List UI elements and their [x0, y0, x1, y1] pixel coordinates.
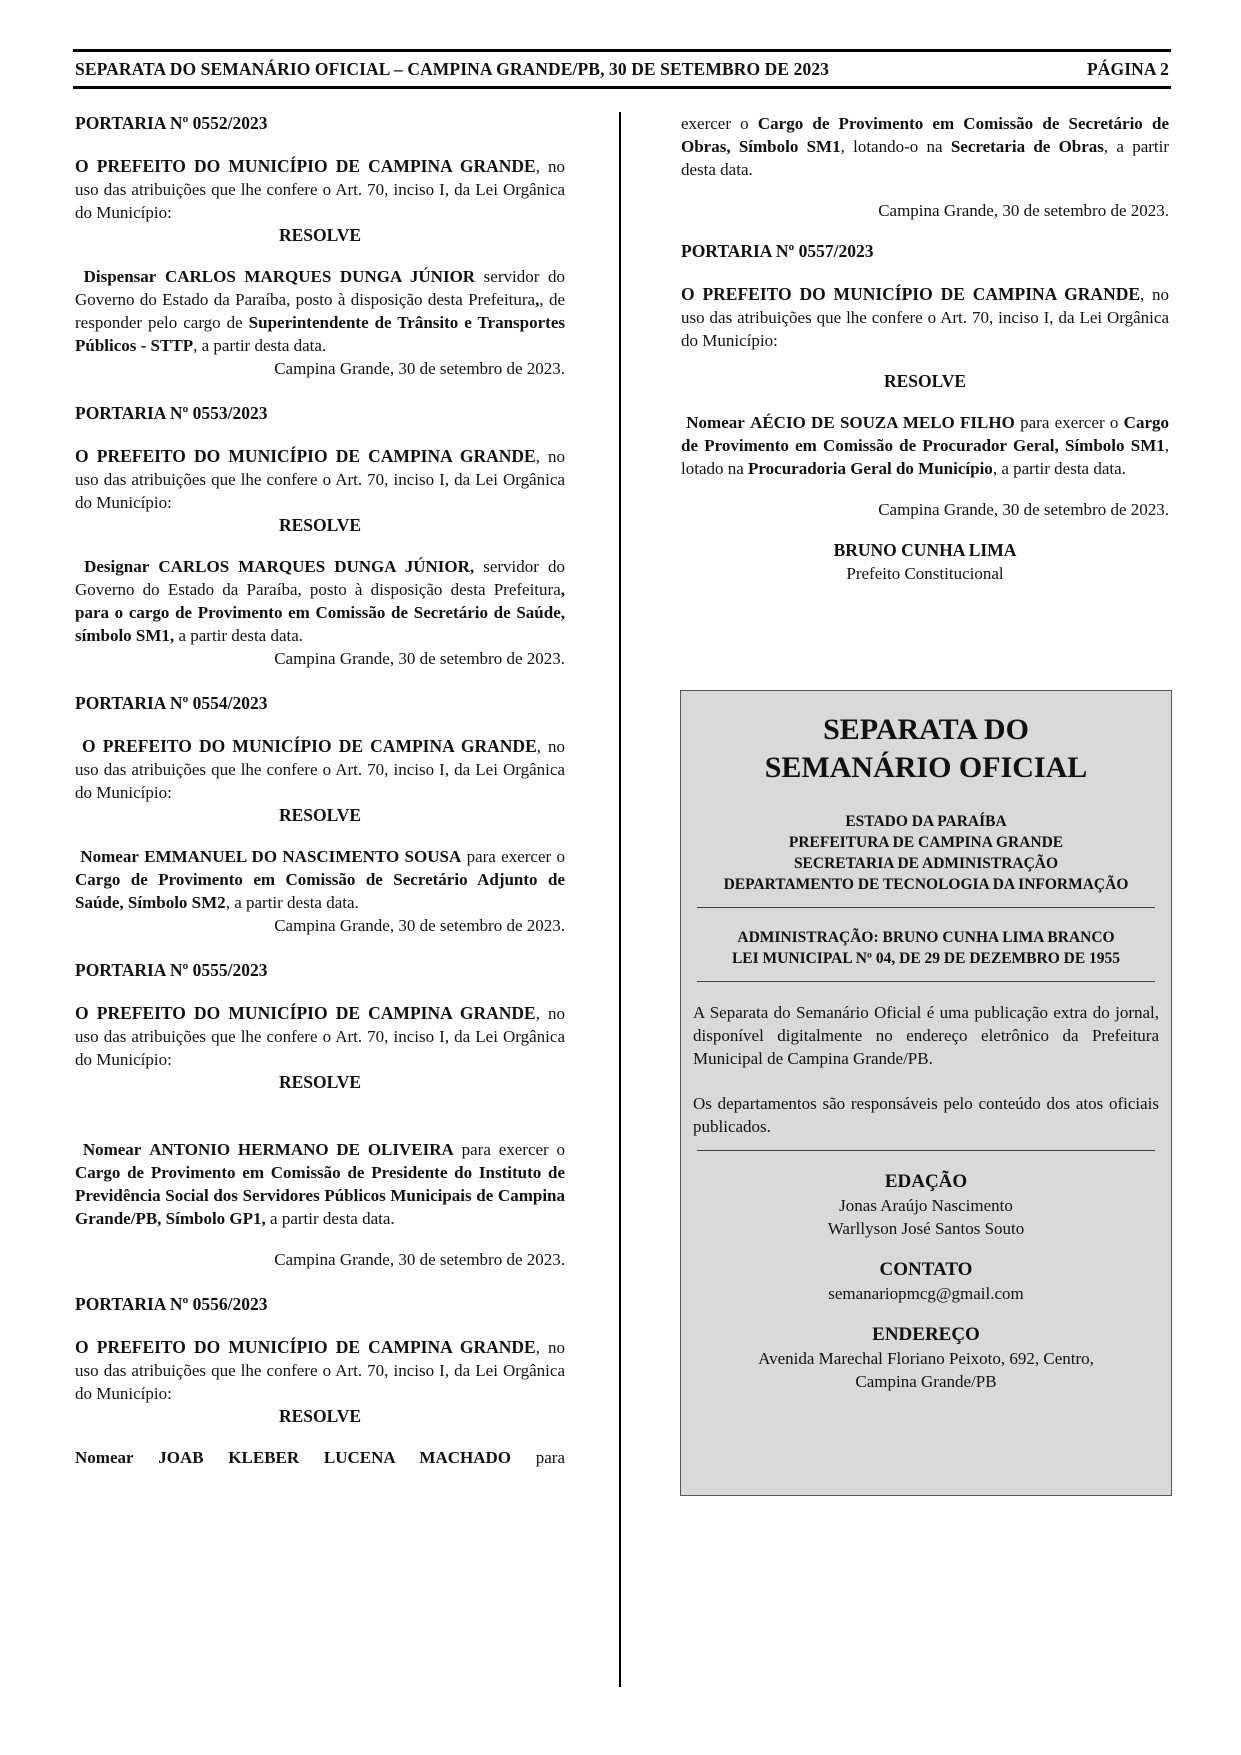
- edition-heading: EDAÇÃO: [884, 1171, 968, 1192]
- portaria-title: PORTARIA Nº 0555/2023: [75, 960, 268, 980]
- law-line: LEI MUNICIPAL Nº 04, DE 29 DE DEZEMBRO DE 1955: [731, 950, 1121, 967]
- page-header: [73, 49, 1171, 89]
- portaria-date: Campina Grande, 30 de setembro de 2023.: [878, 201, 1169, 220]
- editor-name: Warllyson José Santos Souto: [827, 1219, 1025, 1238]
- portaria-preamble: O PREFEITO DO MUNICÍPIO DE CAMPINA GRANDE, no uso das atribuições que lhe confere o Art. 70, inciso I, da Lei Orgânica do Município:: [75, 1003, 565, 1069]
- portaria-title: PORTARIA Nº 0554/2023: [75, 693, 268, 713]
- resolve-heading: RESOLVE: [278, 1072, 362, 1092]
- signer-role: Prefeito Constitucional: [846, 564, 1004, 583]
- resolve-heading: RESOLVE: [883, 371, 967, 391]
- portaria-body: Designar CARLOS MARQUES DUNGA JÚNIOR, servidor do Governo do Estado da Paraíba, posto à disposição desta Prefeitura, para o cargo de Provimento em Comissão de Secretário de Saúde, símbolo SM1, a partir desta data.: [75, 557, 565, 645]
- publication-info-box: [680, 690, 1172, 1496]
- org-line: SECRETARIA DE ADMINISTRAÇÃO: [793, 855, 1059, 872]
- portaria-0552: [75, 112, 565, 380]
- portaria-body: Nomear EMMANUEL DO NASCIMENTO SOUSA para exercer o Cargo de Provimento em Comissão de Secretário Adjunto de Saúde, Símbolo SM2, a partir desta data.: [75, 847, 565, 912]
- divider: [697, 1150, 1155, 1152]
- resolve-heading: RESOLVE: [278, 805, 362, 825]
- resolve-heading: RESOLVE: [278, 225, 362, 245]
- divider: [697, 907, 1155, 909]
- org-line: DEPARTAMENTO DE TECNOLOGIA DA INFORMAÇÃO: [723, 876, 1129, 893]
- portaria-date: Campina Grande, 30 de setembro de 2023.: [274, 1250, 565, 1269]
- portaria-title: PORTARIA Nº 0552/2023: [75, 113, 268, 133]
- portaria-preamble: O PREFEITO DO MUNICÍPIO DE CAMPINA GRANDE, no uso das atribuições que lhe confere o Art. 70, inciso I, da Lei Orgânica do Município:: [75, 446, 565, 512]
- portaria-preamble: O PREFEITO DO MUNICÍPIO DE CAMPINA GRANDE, no uso das atribuições que lhe confere o Art. 70, inciso I, da Lei Orgânica do Município:: [75, 156, 565, 222]
- portaria-title: PORTARIA Nº 0557/2023: [681, 241, 874, 261]
- portaria-body: Nomear ANTONIO HERMANO DE OLIVEIRA para exercer o Cargo de Provimento em Comissão de Presidente do Instituto de Previdência Social dos Servidores Públicos Municipais de Campina Grande/PB, Símbolo GP1, a partir desta data.: [75, 1140, 566, 1228]
- portaria-title: PORTARIA Nº 0556/2023: [75, 1294, 268, 1314]
- page-number: PÁGINA 2: [1087, 58, 1169, 79]
- portaria-0556-continued: [681, 112, 1169, 222]
- org-line: PREFEITURA DE CAMPINA GRANDE: [788, 834, 1064, 851]
- portaria-0554: [75, 692, 565, 937]
- resolve-heading: RESOLVE: [278, 515, 362, 535]
- portaria-preamble: O PREFEITO DO MUNICÍPIO DE CAMPINA GRANDE, no uso das atribuições que lhe confere o Art. 70, inciso I, da Lei Orgânica do Município:: [75, 1337, 565, 1403]
- right-column: [681, 112, 1169, 585]
- portaria-preamble: O PREFEITO DO MUNICÍPIO DE CAMPINA GRANDE, no uso das atribuições que lhe confere o Art. 70, inciso I, da Lei Orgânica do Município:: [681, 284, 1170, 350]
- column-divider: [619, 112, 621, 1687]
- resolve-heading: RESOLVE: [278, 1406, 362, 1426]
- header-title: SEPARATA DO SEMANÁRIO OFICIAL – CAMPINA GRANDE/PB, 30 DE SETEMBRO DE 2023: [75, 58, 830, 79]
- publication-description: A Separata do Semanário Oficial é uma publicação extra do jornal, disponível digitalmente no endereço eletrônico da Prefeitura Municipal de Campina Grande/PB.: [693, 1003, 1159, 1068]
- portaria-body-start: Nomear JOAB KLEBER LUCENA MACHADO para: [75, 1448, 565, 1467]
- signer-name: BRUNO CUNHA LIMA: [833, 540, 1017, 560]
- portaria-0553: [75, 402, 565, 670]
- box-title-line2: SEMANÁRIO OFICIAL: [764, 751, 1088, 784]
- editor-name: Jonas Araújo Nascimento: [839, 1196, 1013, 1215]
- org-line: ESTADO DA PARAÍBA: [845, 813, 1007, 830]
- portaria-0556: [75, 1293, 565, 1469]
- contact-heading: CONTATO: [879, 1259, 973, 1280]
- administration-line: ADMINISTRAÇÃO: BRUNO CUNHA LIMA BRANCO: [737, 929, 1115, 946]
- portaria-body-continued: exercer o Cargo de Provimento em Comissão de Secretário de Obras, Símbolo SM1, lotando-o na Secretaria de Obras, a partir desta data.: [681, 114, 1170, 179]
- portaria-0555: [75, 959, 565, 1271]
- administration-block: [693, 927, 1159, 969]
- organization-block: [693, 811, 1159, 895]
- portaria-date: Campina Grande, 30 de setembro de 2023.: [878, 500, 1169, 519]
- portaria-body: Nomear AÉCIO DE SOUZA MELO FILHO para exercer o Cargo de Provimento em Comissão de Procurador Geral, Símbolo SM1, lotado na Procuradoria Geral do Município, a partir desta data.: [681, 413, 1169, 478]
- portaria-0557: [681, 240, 1169, 521]
- left-column: [75, 112, 565, 1469]
- portaria-body: Dispensar CARLOS MARQUES DUNGA JÚNIOR servidor do Governo do Estado da Paraíba, posto à disposição desta Prefeitura,, de responder pelo cargo de Superintendente de Trânsito e Transportes Públicos - STTP, a partir desta data.: [75, 267, 565, 355]
- portaria-title: PORTARIA Nº 0553/2023: [75, 403, 268, 423]
- signature-block: [681, 539, 1169, 585]
- responsibility-note: Os departamentos são responsáveis pelo conteúdo dos atos oficiais publicados.: [693, 1094, 1159, 1136]
- portaria-date: Campina Grande, 30 de setembro de 2023.: [274, 359, 565, 378]
- contact-email[interactable]: semanariopmcg@gmail.com: [828, 1284, 1024, 1303]
- address-line: Campina Grande/PB: [855, 1372, 997, 1391]
- portaria-preamble: O PREFEITO DO MUNICÍPIO DE CAMPINA GRANDE, no uso das atribuições que lhe confere o Art. 70, inciso I, da Lei Orgânica do Município:: [75, 736, 566, 802]
- box-title-line1: SEPARATA DO: [823, 713, 1029, 746]
- portaria-date: Campina Grande, 30 de setembro de 2023.: [274, 916, 565, 935]
- address-line: Avenida Marechal Floriano Peixoto, 692, Centro,: [758, 1349, 1094, 1368]
- address-heading: ENDEREÇO: [872, 1324, 980, 1345]
- portaria-date: Campina Grande, 30 de setembro de 2023.: [274, 649, 565, 668]
- divider: [697, 981, 1155, 983]
